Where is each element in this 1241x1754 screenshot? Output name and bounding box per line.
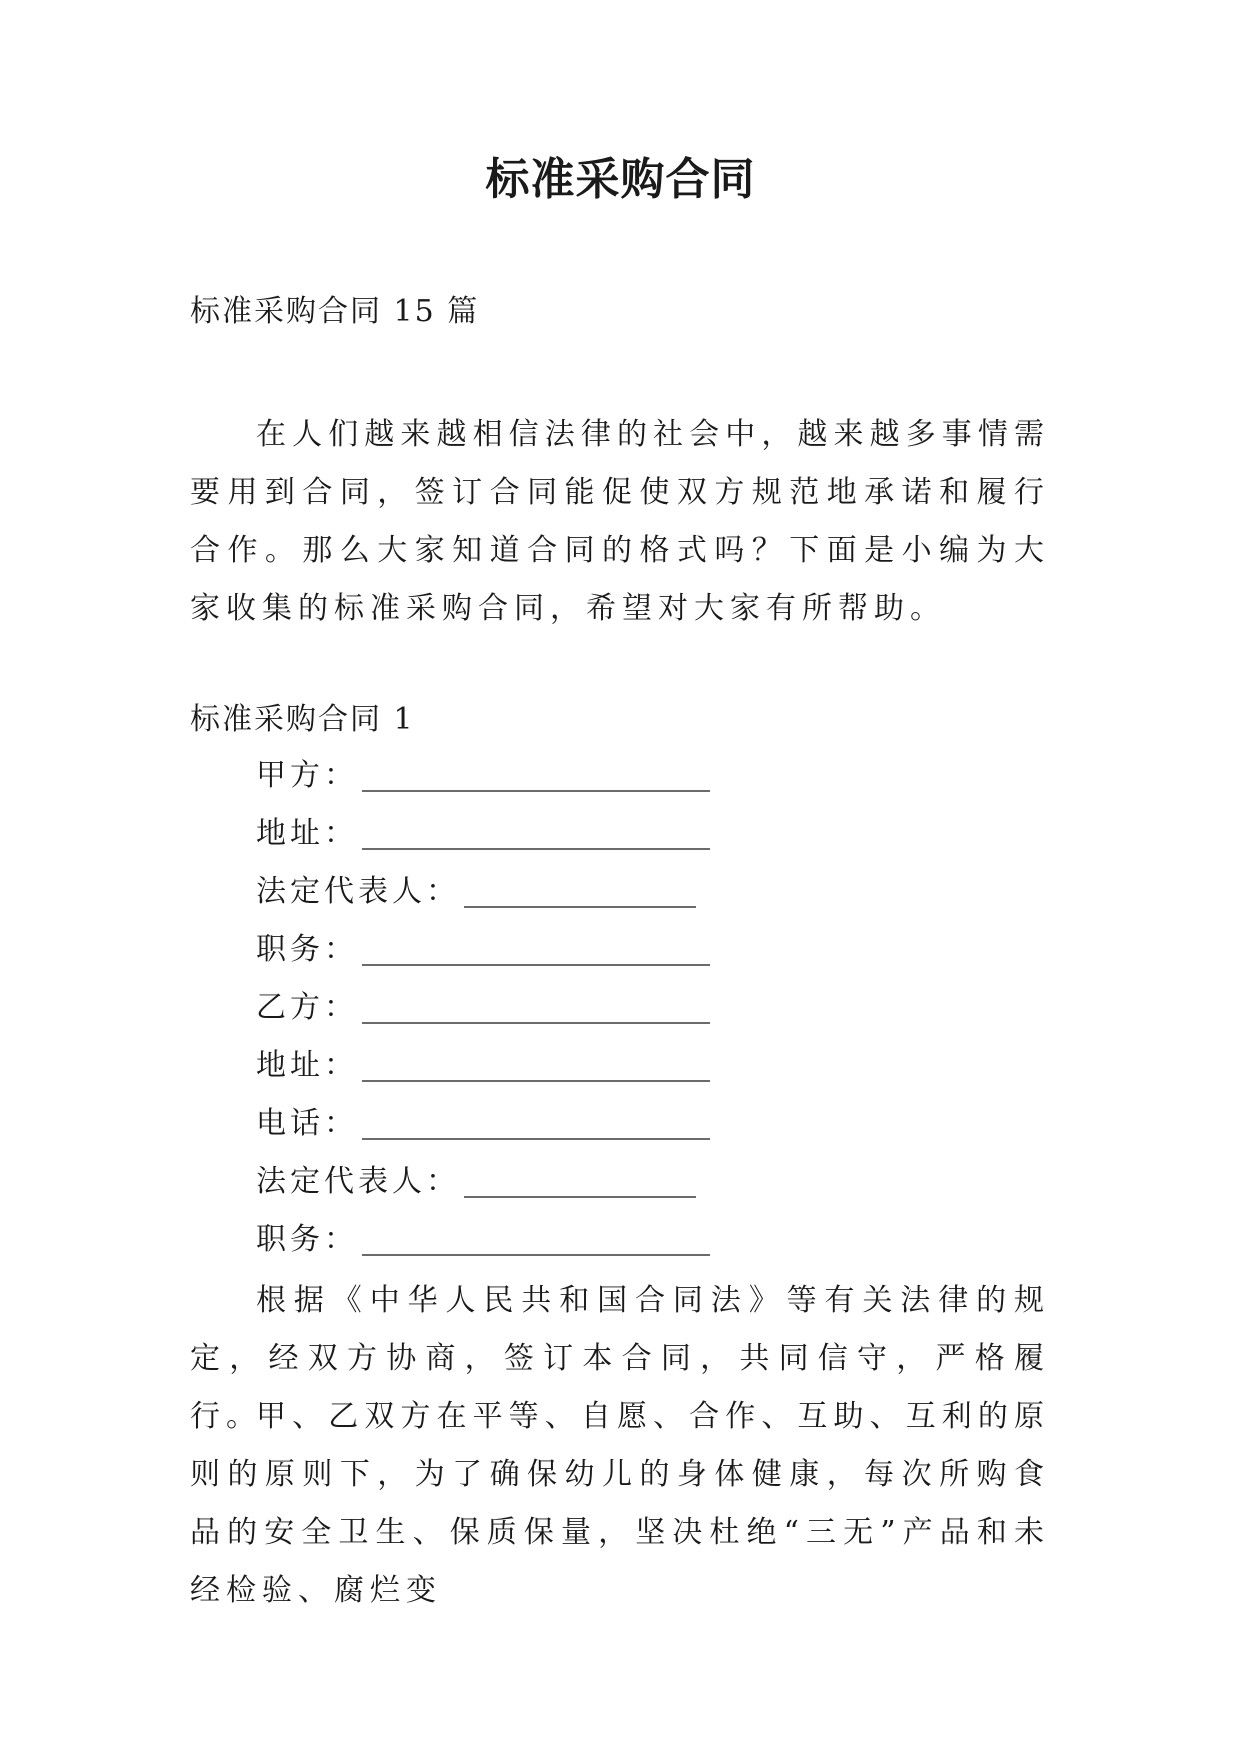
field-label: 地址：	[256, 816, 358, 851]
document-title: 标准采购合同	[485, 154, 756, 205]
field-label: 职务：	[256, 1222, 358, 1257]
party-b-position-field	[256, 1220, 710, 1278]
party-a-address-field	[256, 814, 710, 872]
intro-paragraph: 在人们越来越相信法律的社会中，越来越多事情需要用到合同，签订合同能促使双方规范地承诺和履行合作。那么大家知道合同的格式吗？下面是小编为大家收集的标准采购合同，希望对大家有所帮助。	[190, 417, 1050, 626]
party-b-phone-field	[256, 1104, 710, 1162]
party-b-address-field	[256, 1046, 710, 1104]
section-heading: 标准采购合同 1	[190, 702, 415, 737]
party-b-position-blank	[362, 1224, 710, 1256]
field-label: 乙方：	[256, 990, 358, 1025]
party-b-legal-rep-blank	[464, 1166, 696, 1198]
field-label: 职务：	[256, 932, 358, 967]
party-b-blank	[362, 992, 710, 1024]
party-a-position-blank	[362, 934, 710, 966]
party-b-legal-rep-field	[256, 1162, 710, 1220]
field-label: 地址：	[256, 1048, 358, 1083]
field-label: 电话：	[256, 1106, 358, 1141]
party-a-legal-rep-field	[256, 872, 710, 930]
body-paragraph: 根据《中华人民共和国合同法》等有关法律的规定，经双方协商，签订本合同，共同信守，严格履行。	[190, 1283, 1050, 1434]
party-a-blank	[362, 760, 710, 792]
party-b-phone-blank	[362, 1108, 710, 1140]
party-fields	[256, 756, 710, 1278]
field-label: 法定代表人：	[256, 1164, 460, 1199]
party-b-address-blank	[362, 1050, 710, 1082]
field-label: 法定代表人：	[256, 874, 460, 909]
document-subtitle: 标准采购合同 15 篇	[190, 294, 480, 329]
party-a-field	[256, 756, 710, 814]
body-paragraph: 甲、乙双方在平等、自愿、合作、互助、互利的原则的原则下，为了确保幼儿的身体健康，每次所购食品的安全卫生、保质保量，坚决杜绝“三无”产品和未经检验、腐烂变	[190, 1399, 1050, 1608]
field-label: 甲方：	[256, 758, 358, 793]
party-a-position-field	[256, 930, 710, 988]
party-a-legal-rep-blank	[464, 876, 696, 908]
party-a-address-blank	[362, 818, 710, 850]
party-b-field	[256, 988, 710, 1046]
